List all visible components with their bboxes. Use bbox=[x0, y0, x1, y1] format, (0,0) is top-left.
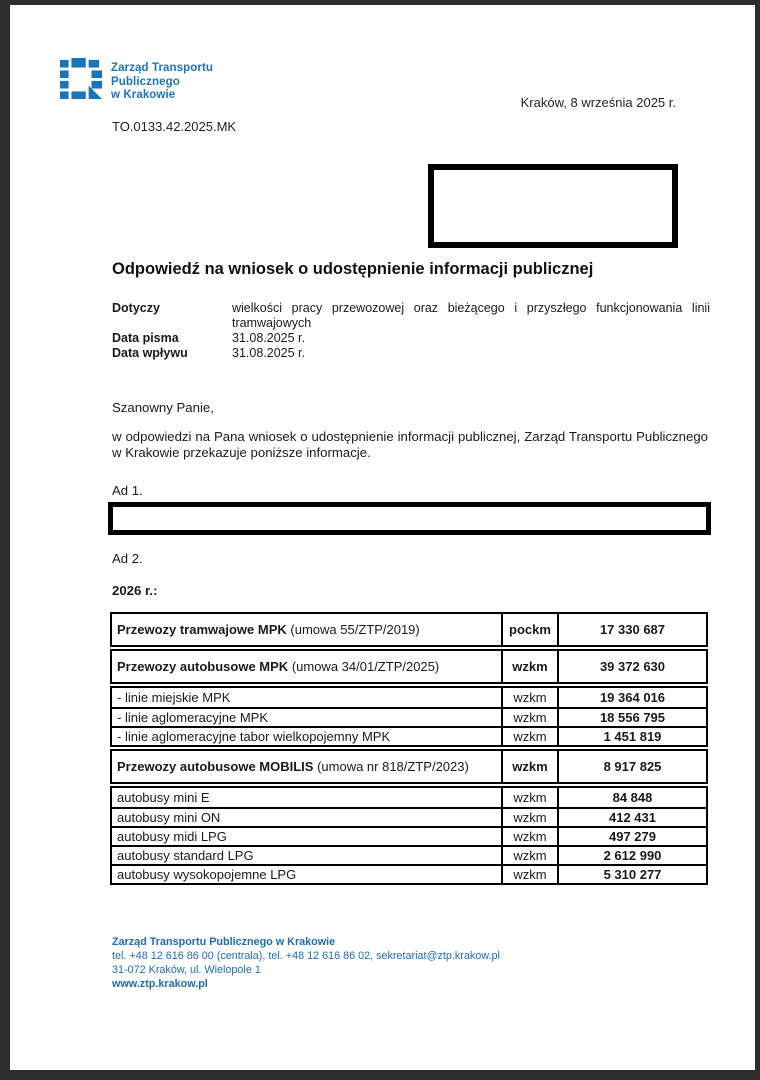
meta-row-received-date bbox=[112, 346, 712, 361]
footer-website: www.ztp.krakow.pl bbox=[112, 978, 208, 990]
document-page bbox=[10, 5, 755, 1070]
year-heading: 2026 r.: bbox=[112, 583, 158, 598]
place-and-date: Kraków, 8 września 2025 r. bbox=[520, 95, 676, 110]
table-row bbox=[112, 788, 706, 807]
ad1-label: Ad 1. bbox=[112, 483, 143, 498]
table-cell-value: 84 848 bbox=[612, 790, 653, 805]
table-cell-label: Przewozy autobusowe MOBILIS (umowa nr 818/ZTP/2023) bbox=[117, 759, 469, 774]
table-group bbox=[110, 612, 708, 647]
letterhead-org-line1: Zarząd Transportu bbox=[111, 62, 214, 74]
footer-contact-line: tel. +48 12 616 86 00 (centrala), tel. +48 12 616 86 02, sekretariat@ztp.krakow.pl bbox=[112, 950, 500, 962]
request-metadata bbox=[112, 301, 712, 361]
table-row bbox=[112, 807, 706, 826]
meta-label: Data pisma bbox=[112, 331, 179, 345]
table-row bbox=[112, 614, 706, 645]
table-cell-unit: wzkm bbox=[501, 809, 559, 826]
table-cell-unit: wzkm bbox=[501, 651, 559, 682]
table-cell-label: - linie miejskie MPK bbox=[117, 690, 231, 705]
table-group bbox=[110, 686, 708, 747]
table-cell-value: 8 917 825 bbox=[603, 759, 662, 774]
table-cell-unit: wzkm bbox=[501, 709, 559, 726]
meta-value: wielkości pracy przewozowej oraz bieżącego i przyszłego funkcjonowania linii tramwajowych bbox=[232, 301, 710, 330]
table-cell-label: Przewozy tramwajowe MPK (umowa 55/ZTP/2019) bbox=[117, 622, 420, 637]
table-row bbox=[112, 726, 706, 745]
redacted-text-box bbox=[108, 502, 711, 535]
table-cell-label: autobusy mini E bbox=[117, 790, 210, 805]
table-cell-label: - linie aglomeracyjne MPK bbox=[117, 710, 269, 725]
table-row bbox=[112, 707, 706, 726]
table-cell-value: 5 310 277 bbox=[603, 867, 662, 882]
body-paragraph: w odpowiedzi na Pana wniosek o udostępnienie informacji publicznej, Zarząd Transportu Publicznego w Krakowie przekazuje poniższe informacje. bbox=[112, 429, 708, 460]
table-row bbox=[112, 751, 706, 782]
table-cell-value: 2 612 990 bbox=[603, 848, 662, 863]
table-cell-value: 17 330 687 bbox=[599, 622, 666, 637]
meta-label: Data wpływu bbox=[112, 346, 188, 360]
table-group bbox=[110, 749, 708, 784]
table-cell-value: 412 431 bbox=[609, 810, 656, 825]
table-cell-value: 39 372 630 bbox=[599, 659, 666, 674]
table-cell-label: autobusy mini ON bbox=[117, 810, 221, 825]
case-reference-number: TO.0133.42.2025.MK bbox=[112, 119, 237, 134]
table-cell-unit: pockm bbox=[501, 614, 559, 645]
table-row bbox=[112, 864, 706, 883]
footer-address: 31-072 Kraków, ul. Wielopole 1 bbox=[112, 964, 261, 976]
table-cell-unit: wzkm bbox=[501, 866, 559, 883]
table-cell-value: 1 451 819 bbox=[603, 729, 662, 744]
table-group bbox=[110, 786, 708, 885]
table-cell-value: 497 279 bbox=[609, 829, 656, 844]
table-cell-label: autobusy midi LPG bbox=[117, 829, 227, 844]
table-cell-unit: wzkm bbox=[501, 751, 559, 782]
letterhead-org-name bbox=[111, 62, 213, 103]
table-cell-label: autobusy standard LPG bbox=[117, 848, 254, 863]
table-cell-unit: wzkm bbox=[501, 847, 559, 864]
table-cell-unit: wzkm bbox=[501, 688, 559, 707]
meta-row-letter-date bbox=[112, 331, 712, 346]
table-cell-label: Przewozy autobusowe MPK (umowa 34/01/ZTP/2025) bbox=[117, 659, 440, 674]
table-row bbox=[112, 651, 706, 682]
meta-value: 31.08.2025 r. bbox=[232, 331, 305, 345]
ad2-label: Ad 2. bbox=[112, 551, 143, 566]
meta-label: Dotyczy bbox=[112, 301, 160, 315]
table-cell-unit: wzkm bbox=[501, 728, 559, 745]
document-title: Odpowiedź na wniosek o udostępnienie informacji publicznej bbox=[112, 260, 594, 278]
table-cell-unit: wzkm bbox=[501, 828, 559, 845]
footer-org-name: Zarząd Transportu Publicznego w Krakowie bbox=[112, 936, 336, 948]
table-row bbox=[112, 845, 706, 864]
ztp-logo-icon bbox=[60, 58, 102, 100]
letter-footer bbox=[112, 935, 500, 991]
table-cell-value: 18 556 795 bbox=[599, 710, 666, 725]
table-row bbox=[112, 826, 706, 845]
table-cell-unit: wzkm bbox=[501, 788, 559, 807]
table-cell-label: - linie aglomeracyjne tabor wielkopojemny MPK bbox=[117, 729, 391, 744]
redacted-recipient-box bbox=[428, 164, 678, 248]
meta-value: 31.08.2025 r. bbox=[232, 346, 305, 360]
table-cell-value: 19 364 016 bbox=[599, 690, 666, 705]
table-group bbox=[110, 649, 708, 684]
salutation: Szanowny Panie, bbox=[112, 400, 214, 415]
meta-row-subject bbox=[112, 301, 712, 331]
letterhead-org-line3: w Krakowie bbox=[111, 89, 176, 101]
table-row bbox=[112, 688, 706, 707]
letterhead-org-line2: Publicznego bbox=[111, 75, 180, 88]
table-cell-label: autobusy wysokopojemne LPG bbox=[117, 867, 297, 882]
data-table bbox=[110, 612, 708, 887]
